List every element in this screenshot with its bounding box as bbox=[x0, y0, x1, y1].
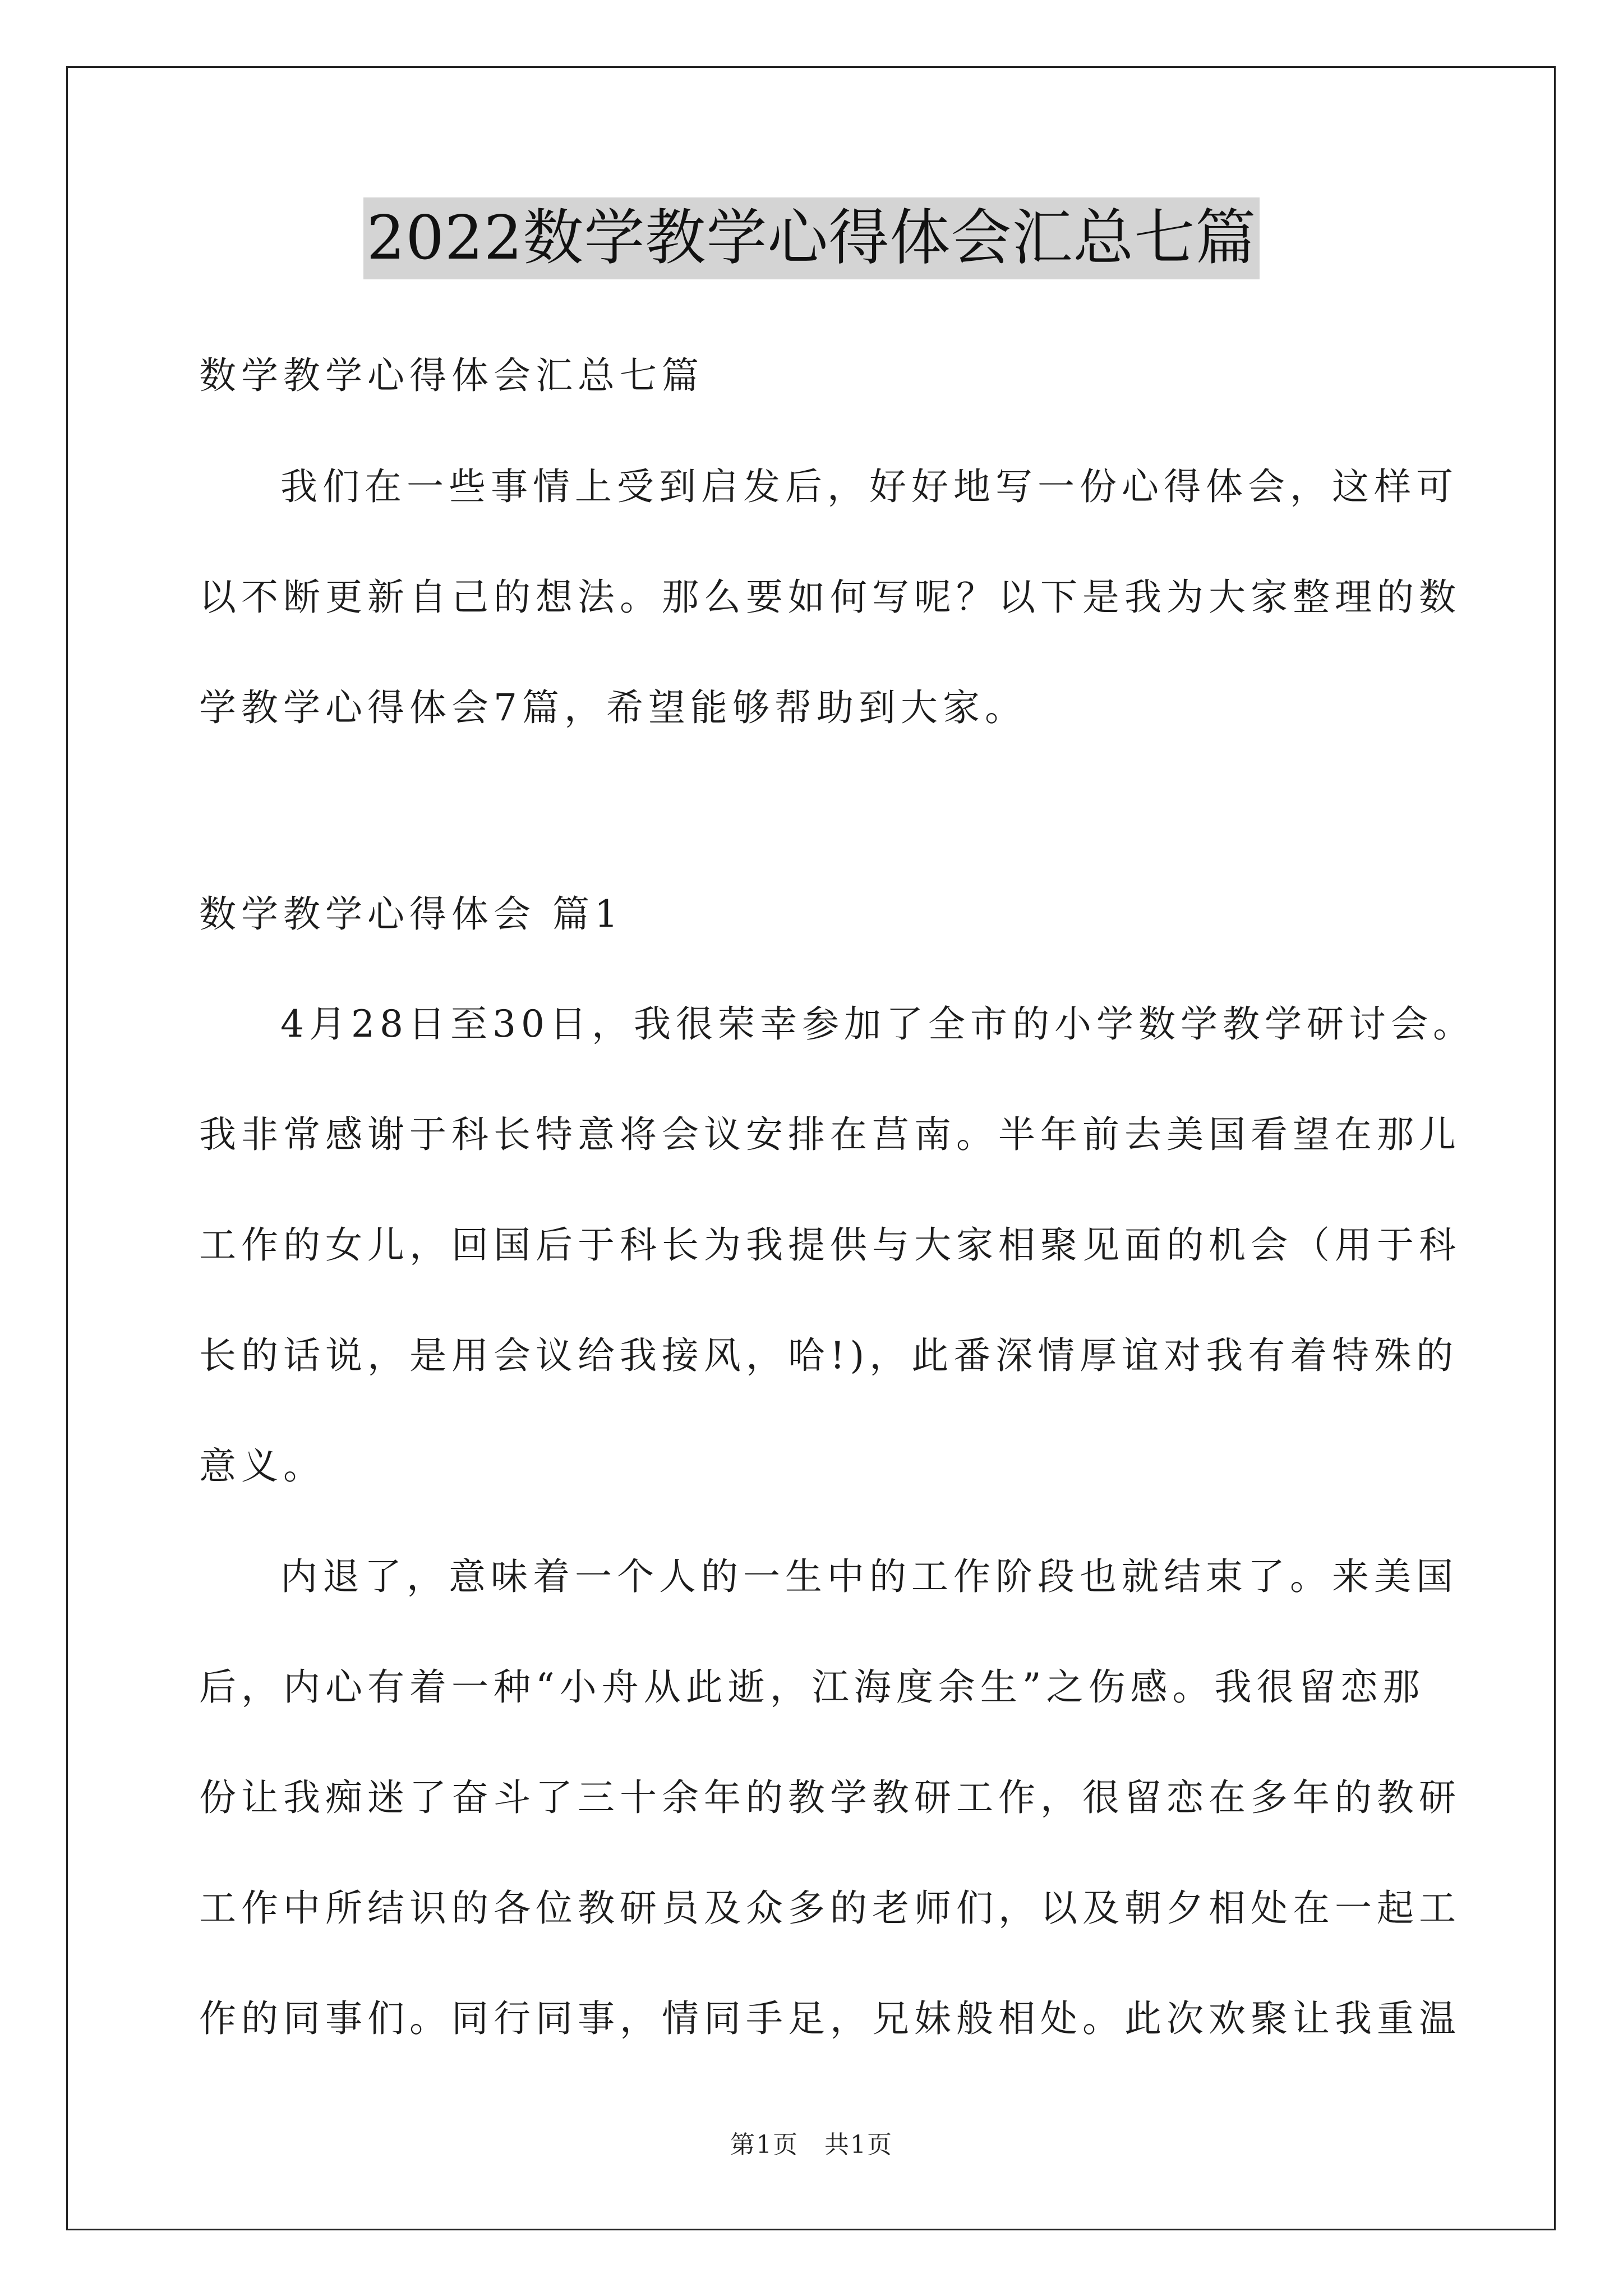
title-container bbox=[0, 197, 1623, 279]
paragraph1-line: 工作的女儿，回国后于科长为我提供与大家相聚见面的机会（用于科 bbox=[199, 1223, 1461, 1267]
paragraph2-line: 份让我痴迷了奋斗了三十余年的教学教研工作，很留恋在多年的教研 bbox=[199, 1776, 1461, 1819]
paragraph1-line: 意义。 bbox=[199, 1444, 325, 1488]
intro-line: 学教学心得体会7篇，希望能够帮助到大家。 bbox=[199, 686, 1027, 729]
paragraph2-line: 作的同事们。同行同事，情同手足，兄妹般相处。此次欢聚让我重温 bbox=[199, 1997, 1461, 2040]
document-subtitle: 数学教学心得体会汇总七篇 bbox=[199, 354, 704, 397]
document-title: 2022数学教学心得体会汇总七篇 bbox=[363, 197, 1260, 279]
section-heading: 数学教学心得体会 篇1 bbox=[199, 892, 623, 936]
paragraph1-line: 长的话说，是用会议给我接风，哈!)，此番深情厚谊对我有着特殊的 bbox=[199, 1334, 1459, 1377]
paragraph2-line: 后，内心有着一种“小舟从此逝，江海度余生”之伤感。我很留恋那 bbox=[199, 1665, 1425, 1709]
paragraph1-line: 4月28日至30日，我很荣幸参加了全市的小学数学教学研讨会。 bbox=[280, 1002, 1475, 1046]
intro-line: 以不断更新自己的想法。那么要如何写呢？以下是我为大家整理的数 bbox=[199, 576, 1461, 619]
paragraph2-line: 内退了，意味着一个人的一生中的工作阶段也就结束了。来美国 bbox=[280, 1555, 1458, 1598]
paragraph1-line: 我非常感谢于科长特意将会议安排在莒南。半年前去美国看望在那儿 bbox=[199, 1113, 1461, 1156]
intro-line: 我们在一些事情上受到启发后，好好地写一份心得体会，这样可 bbox=[280, 465, 1458, 508]
paragraph2-line: 工作中所结识的各位教研员及众多的老师们，以及朝夕相处在一起工 bbox=[199, 1887, 1461, 1930]
page-number-footer: 第1页 共1页 bbox=[730, 2131, 893, 2159]
